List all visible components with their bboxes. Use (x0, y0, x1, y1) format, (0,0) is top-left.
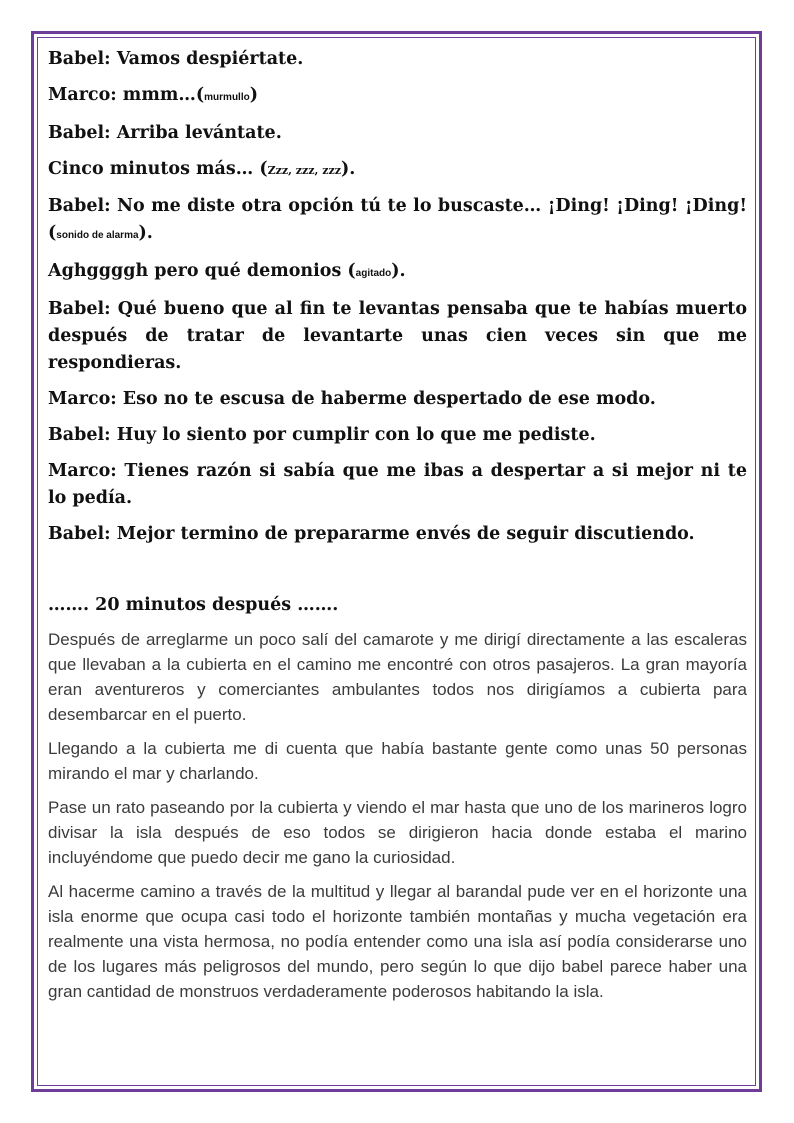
dialogue-line: Babel: Mejor termino de prepararme envés de seguir discutiendo. (48, 524, 695, 544)
dialogue-line: Babel: No me diste otra opción tú te lo buscaste… ¡Ding! ¡Ding! ¡Ding! (sonido de alarma). (48, 196, 747, 243)
section-title: ……. 20 minutos después ……. (48, 595, 339, 615)
stage-direction: murmullo (204, 92, 250, 103)
stage-direction: sonido de alarma (56, 230, 139, 241)
dialogue-line: Cinco minutos más… (Zzz, zzz, zzz). (48, 159, 356, 179)
dialogue-line: Babel: Huy lo siento por cumplir con lo que me pediste. (48, 425, 596, 445)
narrative-paragraph: Llegando a la cubierta me di cuenta que había bastante gente como unas 50 personas mirando el mar y charlando. (48, 739, 747, 783)
stage-direction: Zzz, zzz, zzz (267, 164, 341, 177)
dialogue-line: Marco: Eso no te escusa de haberme despertado de ese modo. (48, 389, 656, 409)
dialogue-line: Marco: Tienes razón si sabía que me ibas a despertar a si mejor ni te lo pedía. (48, 461, 747, 508)
narrative-paragraph: Al hacerme camino a través de la multitud y llegar al barandal pude ver en el horizonte una isla enorme que ocupa casi todo el horizonte también montañas y mucha vegetación era realmente una vista hermosa, no podía entender como una isla así podía considerarse uno de los lugares más peligrosos del mundo, pero según lo que dijo babel parece haber una gran cantidad de monstruos verdaderamente poderosos habitando la isla. (48, 882, 747, 1001)
dialogue-line: Babel: Vamos despiértate. (48, 49, 304, 69)
dialogue-line: Marco: mmm…(murmullo) (48, 85, 258, 105)
dialogue-line: Babel: Arriba levántate. (48, 123, 282, 143)
narrative-paragraph: Después de arreglarme un poco salí del camarote y me dirigí directamente a las escaleras que llevaban a la cubierta en el camino me encontré con otros pasajeros. La gran mayoría eran aventureros y comerciantes ambulantes todos nos dirigíamos a cubierta para desembarcar en el puerto. (48, 630, 747, 724)
dialogue-line: Aghggggh pero qué demonios (agitado). (48, 261, 406, 281)
narrative-paragraph: Pase un rato paseando por la cubierta y viendo el mar hasta que uno de los marineros logro divisar la isla después de eso todos se dirigieron hacia donde estaba el marino incluyéndome que puedo decir me gano la curiosidad. (48, 798, 747, 867)
page-content (48, 46, 747, 1013)
stage-direction: agitado (355, 268, 392, 279)
dialogue-line: Babel: Qué bueno que al fin te levantas pensaba que te habías muerto después de tratar de levantarte unas cien veces sin que me respondieras. (48, 299, 747, 373)
